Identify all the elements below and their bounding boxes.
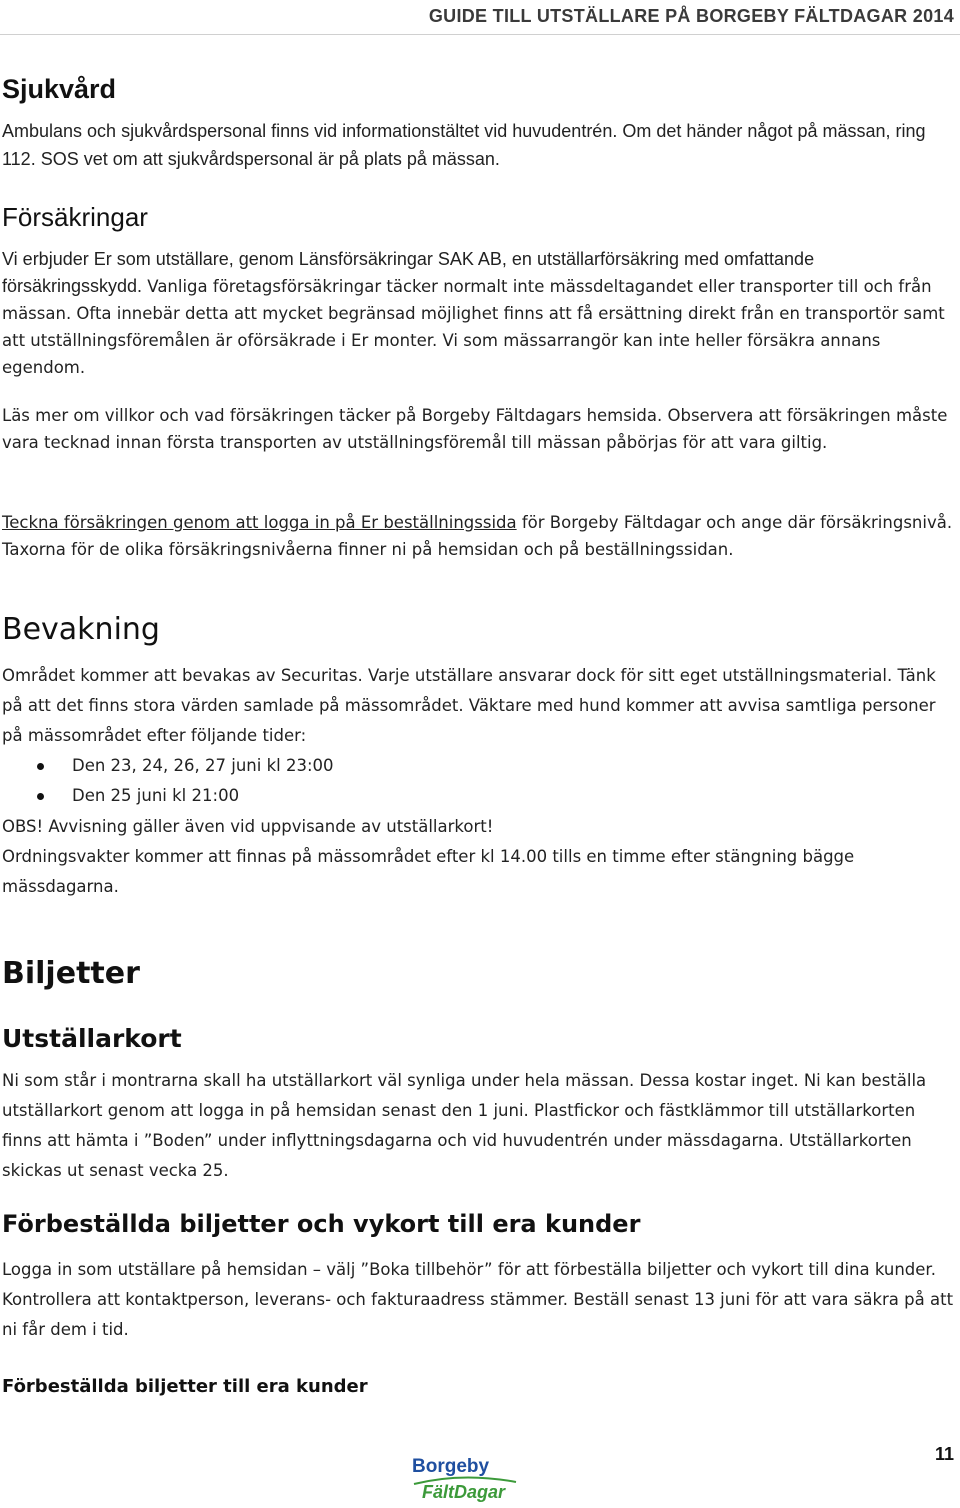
guard-time-2: Den 25 juni kl 21:00 bbox=[72, 786, 240, 805]
heading-bevakning: Bevakning bbox=[2, 612, 160, 647]
heading-biljetter: Biljetter bbox=[2, 956, 140, 991]
ordningsvakter-note: Ordningsvakter kommer att finnas på mässområdet efter kl 14.00 tills en timme efter stängning bägge mässdagarna. bbox=[2, 847, 855, 896]
heading-utstallarkort: Utställarkort bbox=[2, 1024, 182, 1053]
forsakringar-order-text: för Borgeby Fältdagar och ange där försäkringsnivå. Taxorna för de olika försäkringsnivåerna finner ni på hemsidan och på beställningssidan. bbox=[2, 513, 953, 559]
header-divider bbox=[0, 34, 960, 35]
heading-forbestallda: Förbeställda biljetter och vykort till era kunder bbox=[2, 1210, 641, 1238]
paragraph-sjukvard: Ambulans och sjukvårdspersonal finns vid informationstältet vid huvudentrén. Om det händer något på mässan, ring 112. SOS vet om att sjukvårdspersonal är på plats på mässan. bbox=[2, 121, 926, 169]
logo-line-2: FältDagar bbox=[422, 1482, 506, 1502]
paragraph-forsakringar-3 bbox=[2, 509, 954, 563]
borgeby-faltdagar-logo bbox=[400, 1452, 530, 1504]
paragraph-utstallarkort: Ni som står i montrarna skall ha utställarkort väl synliga under hela mässan. Dessa kostar inget. Ni kan beställa utställarkort genom att logga in på hemsidan senast den 1 juni. Plastfickor och fästklämmor till utställarkorten finns att hämta i ”Boden” under inflyttningsdagarna och vid huvudentrén under mässdagarna. Utställarkorten skickas ut senast vecka 25. bbox=[2, 1071, 927, 1180]
bullet-icon bbox=[37, 793, 44, 800]
obs-note: OBS! Avvisning gäller även vid uppvisande av utställarkort! bbox=[2, 817, 494, 836]
bevakning-notes bbox=[2, 812, 954, 902]
running-header: GUIDE TILL UTSTÄLLARE PÅ BORGEBY FÄLTDAGAR 2014 bbox=[428, 6, 954, 26]
heading-sjukvard: Sjukvård bbox=[2, 74, 117, 104]
logo-line-1: Borgeby bbox=[412, 1456, 490, 1477]
list-item bbox=[0, 781, 334, 811]
guard-time-1: Den 23, 24, 26, 27 juni kl 23:00 bbox=[72, 756, 334, 775]
forsakringar-detail: Vanliga företagsförsäkringar täcker normalt inte mässdeltagandet eller transporter till och från mässan. Ofta innebär detta att mycket begränsad möjlighet finns att få ersättning direkt från en transportör samt att utställningsföremålen är oförsäkrade i Er monter. Vi som mässarrangör kan inte heller försäkra annans egendom. bbox=[2, 277, 945, 377]
subheading-forbestallda-biljetter: Förbeställda biljetter till era kunder bbox=[2, 1376, 368, 1397]
paragraph-bevakning: Området kommer att bevakas av Securitas. Varje utställare ansvarar dock för sitt eget utställningsmaterial. Tänk på att det finns stora värden samlade på mässområdet. Väktare med hund kommer att avvisa samtliga personer på mässområdet efter följande tider: bbox=[2, 666, 936, 745]
paragraph-forbestallda: Logga in som utställare på hemsidan – välj ”Boka tillbehör” för att förbeställa biljetter och vykort till dina kunder. Kontrollera att kontaktperson, leverans- och fakturaadress stämmer. Beställ senast 13 juni för att vara säkra på att ni får dem i tid. bbox=[2, 1260, 954, 1339]
order-page-link[interactable]: Teckna försäkringen genom att logga in på Er beställningssida bbox=[2, 513, 517, 532]
forsakringar-intro: Vi erbjuder Er som utställare, genom Länsförsäkringar SAK AB, en utställarförsäkring med omfattande försäkringsskydd. bbox=[2, 249, 815, 296]
guard-times-list bbox=[0, 751, 334, 811]
paragraph-forsakringar-1 bbox=[2, 246, 954, 381]
heading-forsakringar: Försäkringar bbox=[2, 202, 148, 232]
list-item bbox=[0, 751, 334, 781]
page-number: 11 bbox=[934, 1444, 954, 1464]
bullet-icon bbox=[37, 763, 44, 770]
paragraph-forsakringar-2: Läs mer om villkor och vad försäkringen täcker på Borgeby Fältdagars hemsida. Observera att försäkringen måste vara tecknad innan första transporten av utställningsföremål till mässan påbörjas för att vara giltig. bbox=[2, 406, 948, 452]
